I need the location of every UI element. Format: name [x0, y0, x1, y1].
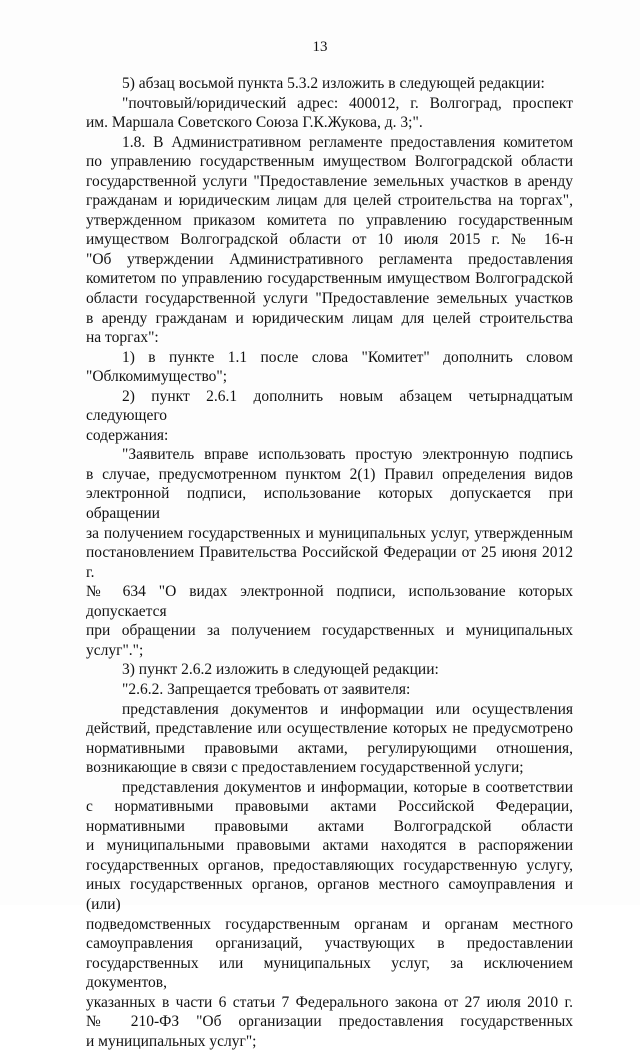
text-line: действий, представление или осуществление которых не предусмотрено: [86, 720, 573, 738]
text-line: № 634 "О видах электронной подписи, использование которых допускается: [86, 583, 573, 620]
paragraph: [86, 778, 573, 1051]
text-line: с нормативными правовыми актами Российской Федерации,: [86, 798, 573, 816]
text-line: 5) абзац восьмой пункта 5.3.2 изложить в следующей редакции:: [122, 75, 545, 92]
paragraph: [86, 700, 573, 778]
text-line: 1.8. В Административном регламенте предоставления комитетом: [122, 133, 573, 151]
page-number: 13: [312, 39, 328, 55]
paragraph: [86, 660, 573, 680]
text-line: "почтовый/юридический адрес: 400012, г. Волгоград, проспект: [122, 94, 573, 112]
text-line: самоуправления организаций, участвующих в предоставлении: [86, 935, 573, 953]
paragraph: [86, 133, 573, 348]
text-line: имуществом Волгоградской области от 10 июля 2015 г. № 16-н: [86, 231, 573, 249]
text-line: нормативными правовыми актами, регулирующими отношения,: [86, 739, 573, 757]
text-line: "Об утверждении Административного регламента предоставления: [86, 250, 573, 268]
paragraph: [86, 348, 573, 387]
text-line: постановлением Правительства Российской Федерации от 25 июня 2012 г.: [86, 544, 573, 581]
text-line: представления документов и информации, которые в соответствии: [122, 778, 573, 796]
text-line: и муниципальных услуг";: [86, 1032, 257, 1050]
paragraph: [86, 680, 573, 700]
text-line: услуг".";: [86, 641, 144, 659]
paragraph: [86, 74, 573, 94]
text-line: 1) в пункте 1.1 после слова "Комитет" дополнить словом: [122, 348, 573, 366]
text-line: по управлению государственным имуществом Волгоградской области: [86, 153, 573, 171]
text-line: государственной услуги "Предоставление земельных участков в аренду: [86, 172, 573, 190]
paragraph: [86, 445, 573, 660]
text-line: 2) пункт 2.6.1 дополнить новым абзацем четырнадцатым следующего: [86, 387, 573, 425]
text-line: комитетом по управлению государственным имуществом Волгоградской: [86, 270, 573, 288]
text-line: "Заявитель вправе использовать простую электронную подпись: [122, 446, 573, 464]
text-line: на торгах":: [86, 329, 159, 347]
text-line: 3) пункт 2.6.2 изложить в следующей редакции:: [122, 661, 439, 679]
text-line: в случае, предусмотренном пунктом 2(1) Правил определения видов: [86, 465, 573, 483]
text-line: им. Маршала Советского Союза Г.К.Жукова, д. 3;".: [86, 114, 423, 132]
text-line: "2.6.2. Запрещается требовать от заявителя:: [122, 680, 411, 698]
text-line: № 210-ФЗ "Об организации предоставления государственных: [86, 1013, 573, 1031]
text-line: нормативными правовыми актами Волгоградской области: [86, 817, 573, 835]
text-line: указанных в части 6 статьи 7 Федерального закона от 27 июля 2010 г.: [86, 993, 573, 1011]
text-line: иных государственных органов, органов местного самоуправления и (или): [86, 876, 573, 913]
text-line: утвержденном приказом комитета по управлению государственным: [86, 211, 573, 229]
text-line: представления документов и информации или осуществления: [122, 700, 573, 718]
text-line: при обращении за получением государственных и муниципальных: [86, 622, 573, 640]
document-body: [86, 74, 573, 1051]
text-line: содержания:: [86, 426, 169, 444]
text-line: и муниципальными правовыми актами находятся в распоряжении: [86, 837, 573, 855]
text-line: государственных или муниципальных услуг, за исключением документов,: [86, 954, 573, 992]
text-line: возникающие в связи с предоставлением государственной услуги;: [86, 759, 524, 777]
paragraph: [86, 94, 573, 133]
text-line: государственных органов, предоставляющих государственную услугу,: [86, 856, 573, 874]
text-line: за получением государственных и муниципальных услуг, утвержденным: [86, 524, 573, 542]
text-line: электронной подписи, использование которых допускается при обращении: [86, 485, 573, 523]
paragraph: [86, 387, 573, 446]
text-line: в аренду гражданам и юридическим лицам для целей строительства: [86, 309, 573, 327]
text-line: подведомственных государственным органам и органам местного: [86, 915, 573, 933]
text-line: области государственной услуги "Предоставление земельных участков: [86, 290, 573, 308]
text-line: "Облкомимущество";: [86, 368, 228, 386]
text-line: гражданам и юридическим лицам для целей строительства на торгах",: [86, 192, 573, 210]
